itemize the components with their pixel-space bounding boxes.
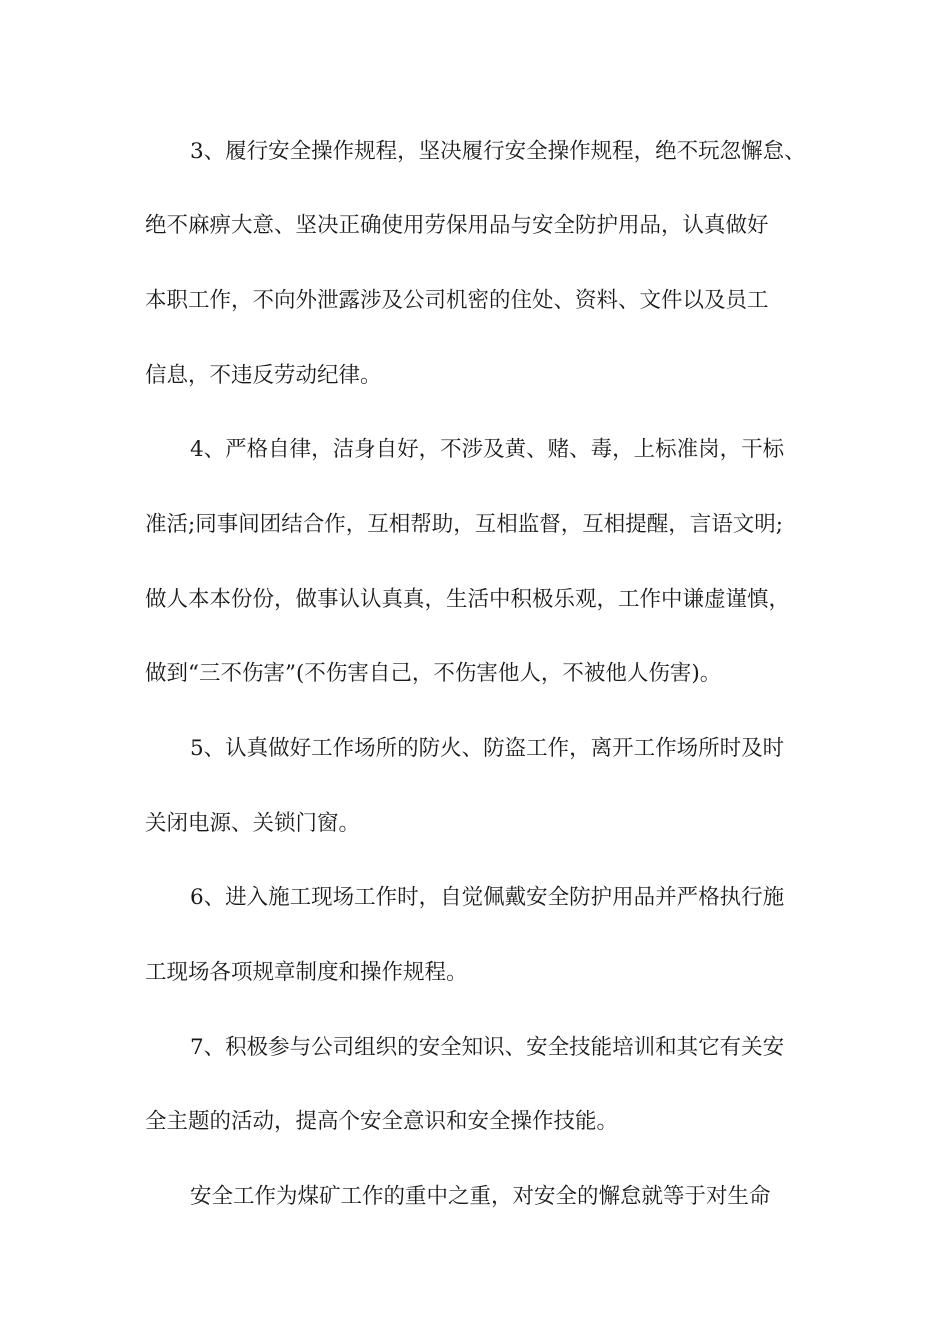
paragraph-3-line-2: 绝不麻痹大意、坚决正确使用劳保用品与安全防护用品，认真做好: [145, 213, 769, 238]
paragraph-7-line-1: 7、积极参与公司组织的安全知识、安全技能培训和其它有关安: [190, 1035, 785, 1060]
paragraph-4-line-3: 做人本本份份，做事认认真真，生活中积极乐观，工作中谦虚谨慎，: [145, 587, 791, 612]
paragraph-6-line-1: 6、进入施工现场工作时，自觉佩戴安全防护用品并严格执行施: [190, 885, 785, 910]
closing-paragraph-line-1: 安全工作为煤矿工作的重中之重，对安全的懈怠就等于对生命: [190, 1184, 771, 1209]
paragraph-4-line-1: 4、严格自律，洁身自好，不涉及黄、赌、毒，上标准岗，干标: [190, 437, 785, 462]
paragraph-3-line-3: 本职工作，不向外泄露涉及公司机密的住处、资料、文件以及员工: [145, 288, 769, 313]
paragraph-6-line-2: 工现场各项规章制度和操作规程。: [145, 960, 468, 985]
paragraph-3-line-4: 信息，不违反劳动纪律。: [145, 363, 382, 388]
paragraph-5-line-2: 关闭电源、关锁门窗。: [145, 811, 361, 836]
paragraph-5-line-1: 5、认真做好工作场所的防火、防盗工作，离开工作场所时及时: [190, 736, 785, 761]
paragraph-4-line-4: 做到“三不伤害”(不伤害自己，不伤害他人，不被他人伤害)。: [145, 661, 722, 686]
paragraph-4-line-2: 准活;同事间团结合作，互相帮助，互相监督，互相提醒，言语文明;: [145, 512, 783, 537]
paragraph-7-line-2: 全主题的活动，提高个安全意识和安全操作技能。: [145, 1109, 619, 1134]
paragraph-3-line-1: 3、履行安全操作规程，坚决履行安全操作规程，绝不玩忽懈怠、: [190, 139, 806, 164]
